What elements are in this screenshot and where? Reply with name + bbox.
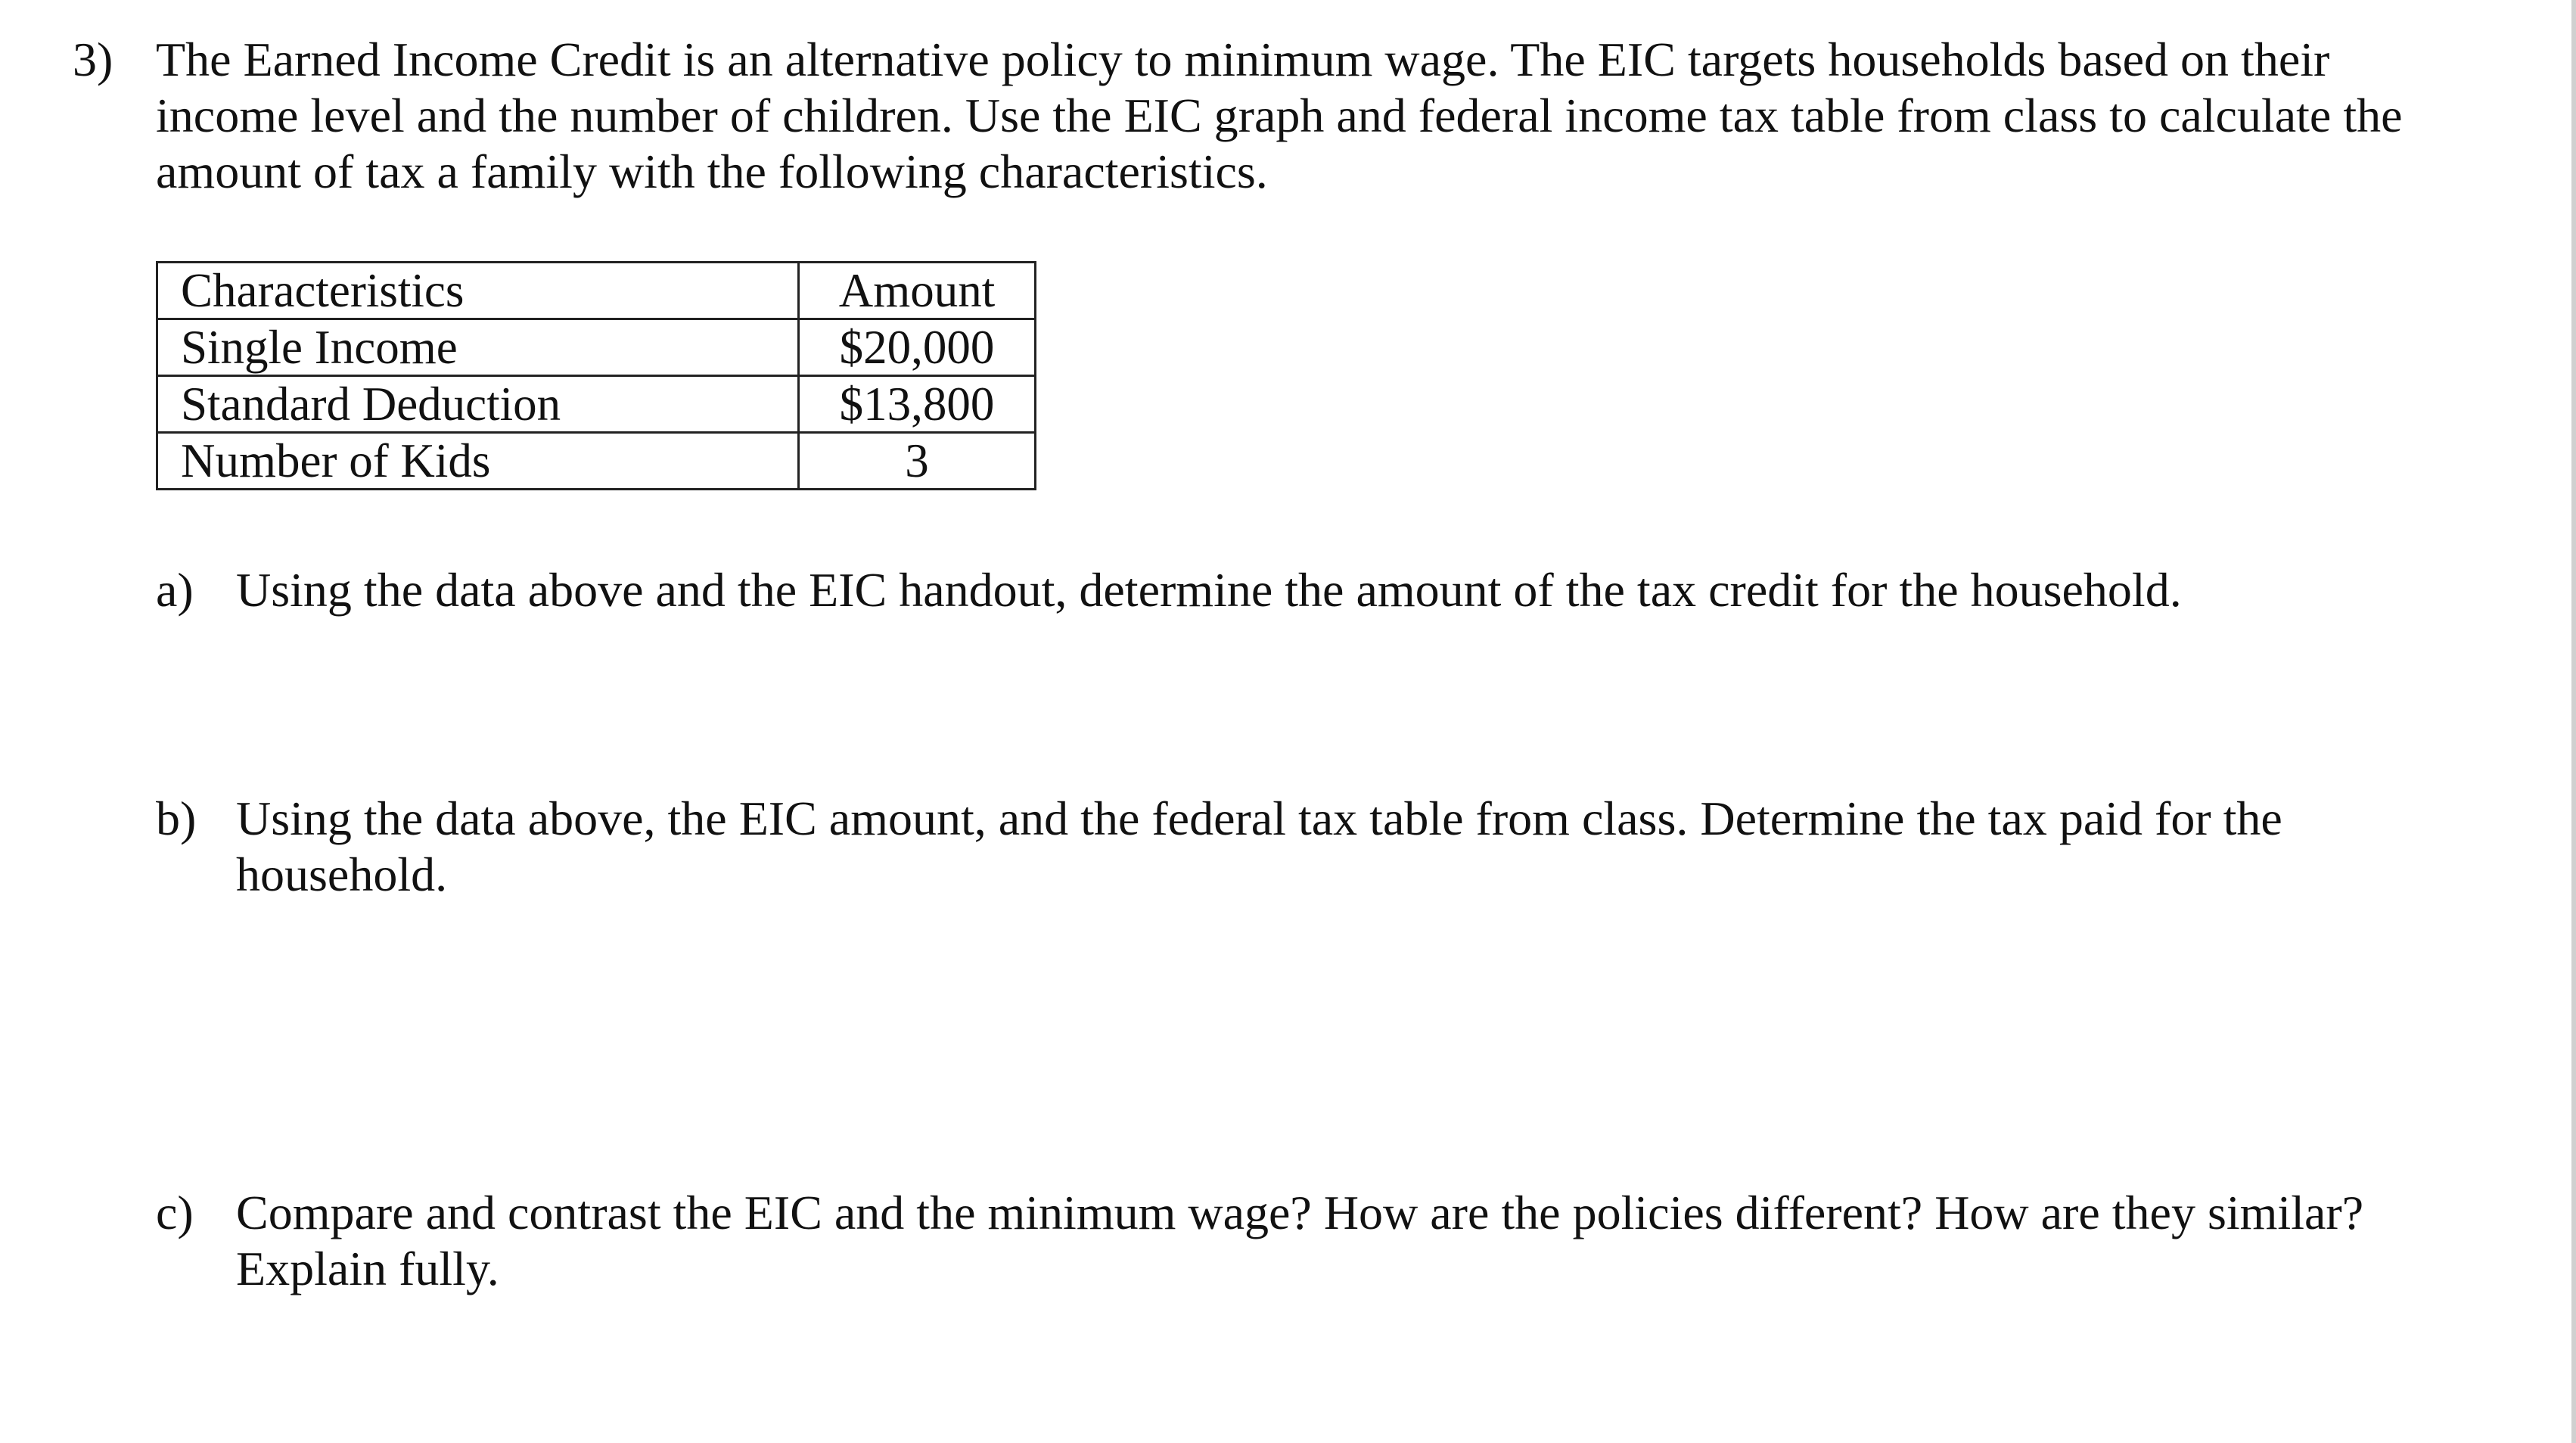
- part-a-line: Using the data above and the EIC handout, determine the amount of the tax credit for the household.: [236, 563, 2182, 617]
- part-a-text: [236, 562, 2506, 618]
- part-a-label: a): [156, 563, 194, 617]
- question-line: income level and the number of children. Use the EIC graph and federal income tax table from class to calculate the: [156, 89, 2403, 142]
- question-line: amount of tax a family with the following characteristics.: [156, 145, 1268, 198]
- part-b-line: Using the data above, the EIC amount, and the federal tax table from class. Determine the tax paid for the: [236, 791, 2282, 845]
- part-b-line: household.: [236, 847, 448, 901]
- question-text: [156, 32, 2501, 200]
- part-c-line: Compare and contrast the EIC and the minimum wage? How are the policies different? How are they similar?: [236, 1186, 2364, 1239]
- table-cell-characteristic: Number of Kids: [157, 433, 799, 490]
- column-header-amount: Amount: [799, 263, 1036, 319]
- table-row: [157, 319, 1036, 376]
- part-c-text: [236, 1185, 2506, 1297]
- table-cell-amount: $13,800: [799, 376, 1036, 433]
- part-c-line: Explain fully.: [236, 1242, 499, 1295]
- question-number: 3): [73, 33, 113, 86]
- table-cell-amount: 3: [799, 433, 1036, 490]
- question-line: The Earned Income Credit is an alternative policy to minimum wage. The EIC targets households based on their: [156, 33, 2330, 86]
- page-edge-divider: [2571, 0, 2576, 1443]
- part-b-text: [236, 791, 2506, 903]
- characteristics-table: [156, 261, 1036, 490]
- table-row: [157, 376, 1036, 433]
- table-row: [157, 433, 1036, 490]
- part-b-label: b): [156, 791, 197, 845]
- table-cell-characteristic: Single Income: [157, 319, 799, 376]
- table-header-row: [157, 263, 1036, 319]
- table-cell-amount: $20,000: [799, 319, 1036, 376]
- part-c-label: c): [156, 1186, 194, 1239]
- column-header-characteristics: Characteristics: [157, 263, 799, 319]
- table-cell-characteristic: Standard Deduction: [157, 376, 799, 433]
